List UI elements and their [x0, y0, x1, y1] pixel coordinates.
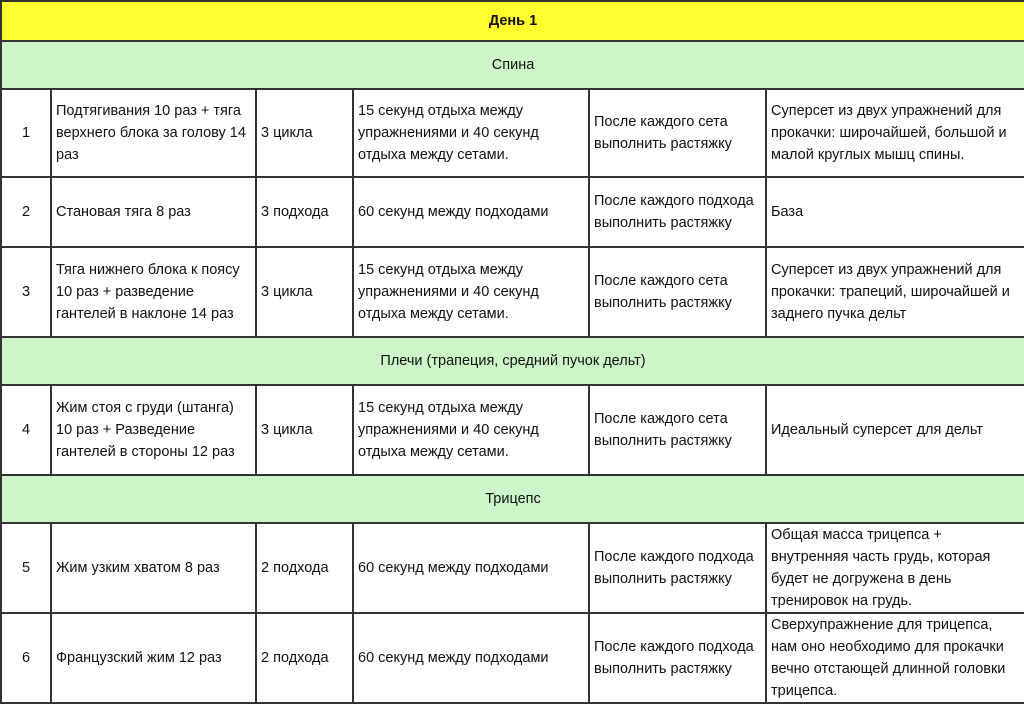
exercise-number: 3 [1, 247, 51, 337]
rest-time: 60 секунд между подходами [353, 177, 589, 247]
section-title: Трицепс [1, 475, 1024, 523]
exercise-name: Подтягивания 10 раз + тяга верхнего блока за голову 14 раз [51, 89, 256, 177]
table-row [1, 89, 1024, 177]
table-row [1, 385, 1024, 475]
exercise-name: Тяга нижнего блока к поясу 10 раз + разведение гантелей в наклоне 14 раз [51, 247, 256, 337]
exercise-comment: Идеальный суперсет для дельт [766, 385, 1024, 475]
rest-time: 15 секунд отдыха между упражнениями и 40 секунд отдыха между сетами. [353, 247, 589, 337]
sets-count: 3 цикла [256, 247, 353, 337]
exercise-comment: Общая масса трицепса + внутренняя часть грудь, которая будет не догружена в день тренировок на грудь. [766, 523, 1024, 613]
after-set-note: После каждого сета выполнить растяжку [589, 89, 766, 177]
exercise-number: 5 [1, 523, 51, 613]
sets-count: 3 подхода [256, 177, 353, 247]
section-header-row [1, 475, 1024, 523]
table-row [1, 523, 1024, 613]
table-row [1, 247, 1024, 337]
section-header-row [1, 41, 1024, 89]
exercise-comment: Сверхупражнение для трицепса, нам оно необходимо для прокачки вечно отстающей длинной головки трицепса. [766, 613, 1024, 703]
rest-time: 15 секунд отдыха между упражнениями и 40 секунд отдыха между сетами. [353, 89, 589, 177]
after-set-note: После каждого подхода выполнить растяжку [589, 177, 766, 247]
section-title: Спина [1, 41, 1024, 89]
after-set-note: После каждого подхода выполнить растяжку [589, 523, 766, 613]
sets-count: 2 подхода [256, 613, 353, 703]
rest-time: 15 секунд отдыха между упражнениями и 40 секунд отдыха между сетами. [353, 385, 589, 475]
rest-time: 60 секунд между подходами [353, 613, 589, 703]
after-set-note: После каждого сета выполнить растяжку [589, 247, 766, 337]
exercise-number: 4 [1, 385, 51, 475]
sets-count: 3 цикла [256, 89, 353, 177]
exercise-name: Французский жим 12 раз [51, 613, 256, 703]
exercise-name: Жим узким хватом 8 раз [51, 523, 256, 613]
exercise-name: Становая тяга 8 раз [51, 177, 256, 247]
day-title-row [1, 1, 1024, 41]
exercise-comment: Суперсет из двух упражнений для прокачки: трапеций, широчайшей и заднего пучка дельт [766, 247, 1024, 337]
exercise-number: 1 [1, 89, 51, 177]
section-title: Плечи (трапеция, средний пучок дельт) [1, 337, 1024, 385]
after-set-note: После каждого подхода выполнить растяжку [589, 613, 766, 703]
exercise-name: Жим стоя с груди (штанга) 10 раз + Разведение гантелей в стороны 12 раз [51, 385, 256, 475]
after-set-note: После каждого сета выполнить растяжку [589, 385, 766, 475]
rest-time: 60 секунд между подходами [353, 523, 589, 613]
sets-count: 2 подхода [256, 523, 353, 613]
sets-count: 3 цикла [256, 385, 353, 475]
table-row [1, 177, 1024, 247]
exercise-number: 6 [1, 613, 51, 703]
section-header-row [1, 337, 1024, 385]
day-title: День 1 [1, 1, 1024, 41]
exercise-comment: Суперсет из двух упражнений для прокачки: широчайшей, большой и малой круглых мышц спины. [766, 89, 1024, 177]
exercise-number: 2 [1, 177, 51, 247]
table-row [1, 613, 1024, 703]
exercise-comment: База [766, 177, 1024, 247]
